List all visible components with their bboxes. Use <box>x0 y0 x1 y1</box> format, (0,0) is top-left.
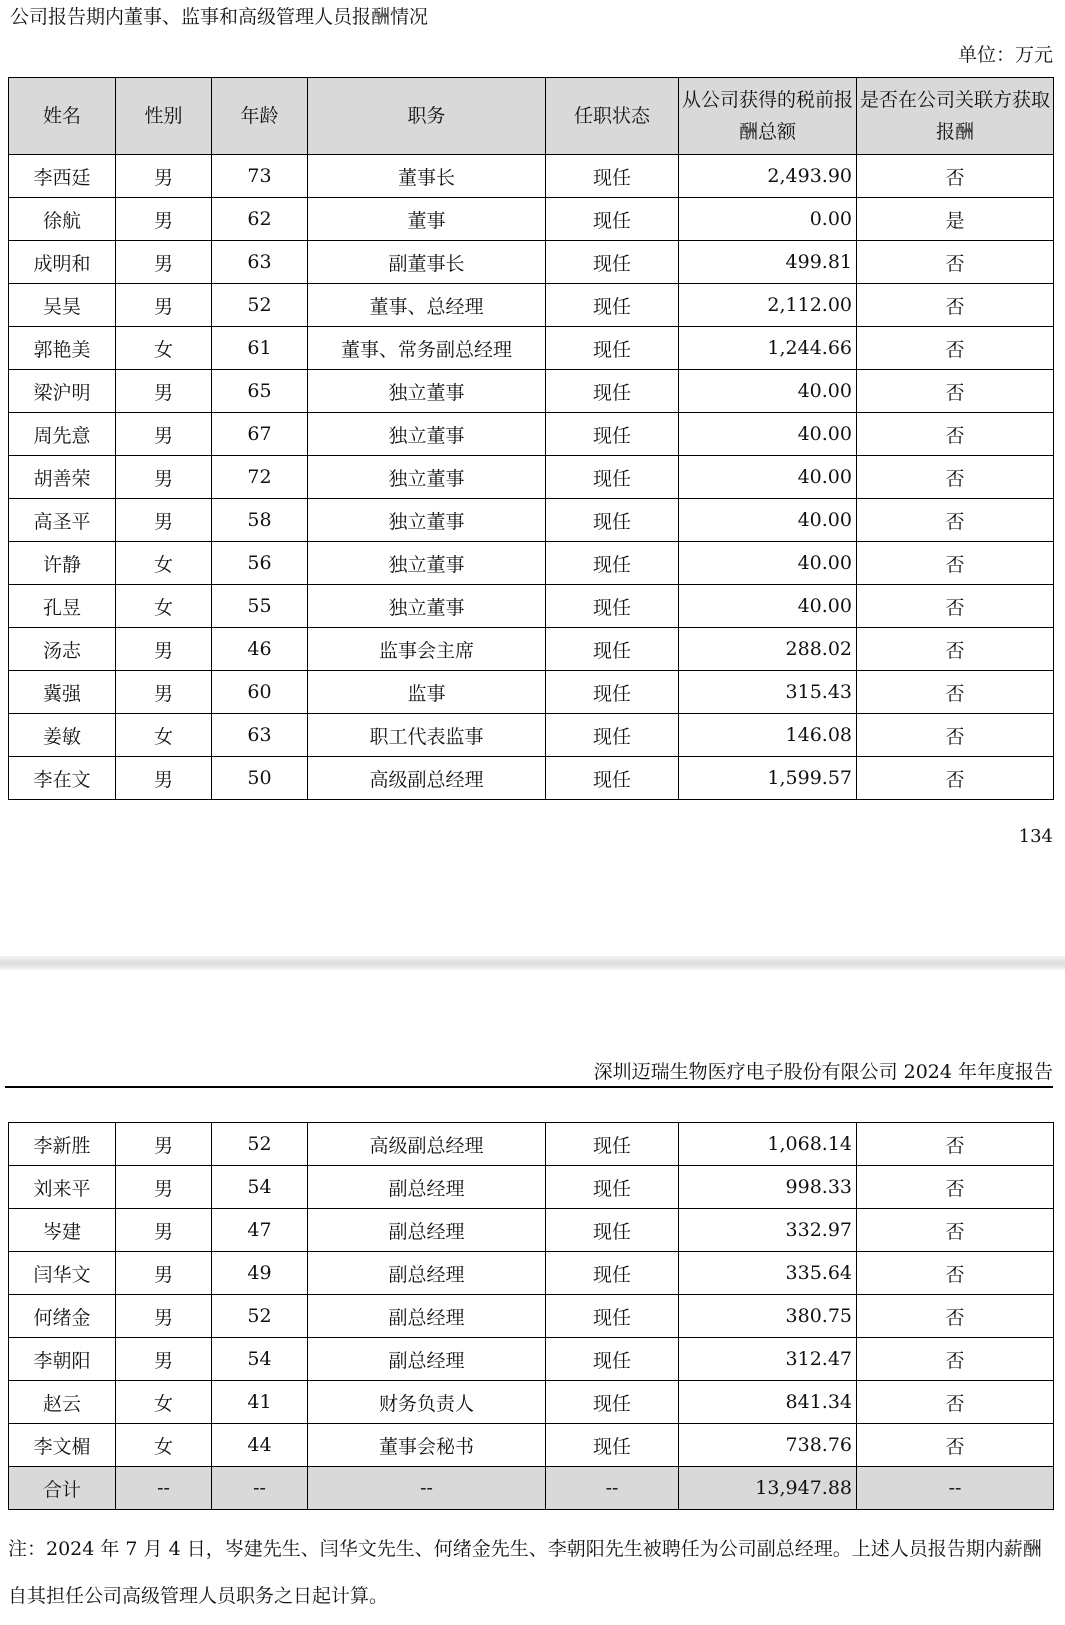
status-cell: -- <box>546 1467 679 1510</box>
header-rule <box>5 1086 1053 1088</box>
position-cell: 独立董事 <box>308 542 546 585</box>
name-cell: 岑建 <box>9 1209 116 1252</box>
gender-cell: 男 <box>116 628 212 671</box>
age-cell: 54 <box>212 1338 308 1381</box>
gender-cell: 男 <box>116 1209 212 1252</box>
gender-cell: 男 <box>116 456 212 499</box>
age-cell: 46 <box>212 628 308 671</box>
compensation-cell: 998.33 <box>679 1166 857 1209</box>
status-cell: 现任 <box>546 241 679 284</box>
status-cell: 现任 <box>546 714 679 757</box>
table-body-page2 <box>9 1123 1054 1510</box>
name-cell: 李在文 <box>9 757 116 800</box>
related-party-cell: 否 <box>857 456 1054 499</box>
gender-cell: 男 <box>116 155 212 198</box>
position-cell: 副总经理 <box>308 1252 546 1295</box>
position-cell: 独立董事 <box>308 370 546 413</box>
related-party-cell: 是 <box>857 198 1054 241</box>
compensation-cell: 335.64 <box>679 1252 857 1295</box>
gender-cell: 男 <box>116 241 212 284</box>
compensation-cell: 380.75 <box>679 1295 857 1338</box>
gender-cell: 女 <box>116 1381 212 1424</box>
header-status: 任职状态 <box>546 78 679 155</box>
status-cell: 现任 <box>546 198 679 241</box>
compensation-cell: 1,599.57 <box>679 757 857 800</box>
table-row <box>9 241 1054 284</box>
name-cell: 李西廷 <box>9 155 116 198</box>
compensation-cell: 332.97 <box>679 1209 857 1252</box>
gender-cell: 男 <box>116 1338 212 1381</box>
position-cell: 董事长 <box>308 155 546 198</box>
status-cell: 现任 <box>546 370 679 413</box>
position-cell: 董事、总经理 <box>308 284 546 327</box>
related-party-cell: 否 <box>857 1295 1054 1338</box>
table-row <box>9 1252 1054 1295</box>
age-cell: 60 <box>212 671 308 714</box>
gender-cell: 男 <box>116 1166 212 1209</box>
compensation-table-page1 <box>8 77 1054 800</box>
footnote: 注：2024 年 7 月 4 日，岑建先生、闫华文先生、何绪金先生、李朝阳先生被聘任为公司副总经理。上述人员报告期内薪酬自其担任公司高级管理人员职务之日起计算。 <box>8 1538 1042 1607</box>
gender-cell: 男 <box>116 284 212 327</box>
table-row <box>9 1424 1054 1467</box>
position-cell: 董事 <box>308 198 546 241</box>
header-name: 姓名 <box>9 78 116 155</box>
compensation-cell: 40.00 <box>679 499 857 542</box>
position-cell: 董事、常务副总经理 <box>308 327 546 370</box>
position-cell: 副总经理 <box>308 1295 546 1338</box>
status-cell: 现任 <box>546 1338 679 1381</box>
position-cell: 独立董事 <box>308 499 546 542</box>
table-row <box>9 198 1054 241</box>
gender-cell: 男 <box>116 757 212 800</box>
related-party-cell: 否 <box>857 1424 1054 1467</box>
compensation-cell: 2,112.00 <box>679 284 857 327</box>
table-row <box>9 714 1054 757</box>
age-cell: 52 <box>212 284 308 327</box>
status-cell: 现任 <box>546 1424 679 1467</box>
name-cell: 成明和 <box>9 241 116 284</box>
status-cell: 现任 <box>546 671 679 714</box>
status-cell: 现任 <box>546 1166 679 1209</box>
gender-cell: 男 <box>116 198 212 241</box>
table-row <box>9 1338 1054 1381</box>
age-cell: 50 <box>212 757 308 800</box>
table-row <box>9 456 1054 499</box>
status-cell: 现任 <box>546 327 679 370</box>
name-cell: 胡善荣 <box>9 456 116 499</box>
compensation-cell: 13,947.88 <box>679 1467 857 1510</box>
compensation-table-page2 <box>8 1122 1054 1510</box>
age-cell: 41 <box>212 1381 308 1424</box>
status-cell: 现任 <box>546 456 679 499</box>
related-party-cell: 否 <box>857 542 1054 585</box>
related-party-cell: 否 <box>857 671 1054 714</box>
name-cell: 赵云 <box>9 1381 116 1424</box>
position-cell: 监事 <box>308 671 546 714</box>
status-cell: 现任 <box>546 155 679 198</box>
table-row <box>9 1166 1054 1209</box>
unit-label: 单位：万元 <box>957 44 1053 66</box>
compensation-cell: 146.08 <box>679 714 857 757</box>
age-cell: 72 <box>212 456 308 499</box>
compensation-cell: 841.34 <box>679 1381 857 1424</box>
name-cell: 李新胜 <box>9 1123 116 1166</box>
related-party-cell: 否 <box>857 370 1054 413</box>
age-cell: 73 <box>212 155 308 198</box>
gender-cell: -- <box>116 1467 212 1510</box>
status-cell: 现任 <box>546 542 679 585</box>
age-cell: 65 <box>212 370 308 413</box>
status-cell: 现任 <box>546 1209 679 1252</box>
table-row <box>9 413 1054 456</box>
compensation-cell: 288.02 <box>679 628 857 671</box>
related-party-cell: 否 <box>857 1166 1054 1209</box>
name-cell: 汤志 <box>9 628 116 671</box>
table-body-page1 <box>9 155 1054 800</box>
gender-cell: 男 <box>116 1123 212 1166</box>
gender-cell: 女 <box>116 1424 212 1467</box>
compensation-cell: 40.00 <box>679 456 857 499</box>
report-header: 深圳迈瑞生物医疗电子股份有限公司 2024 年年度报告 <box>593 1061 1053 1083</box>
status-cell: 现任 <box>546 1295 679 1338</box>
compensation-cell: 40.00 <box>679 370 857 413</box>
status-cell: 现任 <box>546 499 679 542</box>
table-row <box>9 1381 1054 1424</box>
related-party-cell: 否 <box>857 499 1054 542</box>
gender-cell: 男 <box>116 1252 212 1295</box>
compensation-cell: 1,244.66 <box>679 327 857 370</box>
position-cell: -- <box>308 1467 546 1510</box>
table-row <box>9 585 1054 628</box>
name-cell: 吴昊 <box>9 284 116 327</box>
position-cell: 职工代表监事 <box>308 714 546 757</box>
compensation-cell: 499.81 <box>679 241 857 284</box>
gender-cell: 男 <box>116 370 212 413</box>
table-row <box>9 542 1054 585</box>
age-cell: -- <box>212 1467 308 1510</box>
related-party-cell: 否 <box>857 628 1054 671</box>
related-party-cell: -- <box>857 1467 1054 1510</box>
table-row <box>9 327 1054 370</box>
status-cell: 现任 <box>546 757 679 800</box>
age-cell: 61 <box>212 327 308 370</box>
compensation-cell: 2,493.90 <box>679 155 857 198</box>
name-cell: 合计 <box>9 1467 116 1510</box>
compensation-cell: 738.76 <box>679 1424 857 1467</box>
header-gender: 性别 <box>116 78 212 155</box>
age-cell: 55 <box>212 585 308 628</box>
compensation-cell: 315.43 <box>679 671 857 714</box>
name-cell: 闫华文 <box>9 1252 116 1295</box>
compensation-cell: 40.00 <box>679 542 857 585</box>
position-cell: 独立董事 <box>308 413 546 456</box>
compensation-cell: 40.00 <box>679 413 857 456</box>
position-cell: 独立董事 <box>308 585 546 628</box>
gender-cell: 女 <box>116 585 212 628</box>
age-cell: 52 <box>212 1123 308 1166</box>
compensation-cell: 1,068.14 <box>679 1123 857 1166</box>
status-cell: 现任 <box>546 1381 679 1424</box>
name-cell: 徐航 <box>9 198 116 241</box>
status-cell: 现任 <box>546 1123 679 1166</box>
status-cell: 现任 <box>546 585 679 628</box>
related-party-cell: 否 <box>857 1209 1054 1252</box>
status-cell: 现任 <box>546 284 679 327</box>
related-party-cell: 否 <box>857 284 1054 327</box>
position-cell: 财务负责人 <box>308 1381 546 1424</box>
related-party-cell: 否 <box>857 1381 1054 1424</box>
related-party-cell: 否 <box>857 585 1054 628</box>
related-party-cell: 否 <box>857 757 1054 800</box>
status-cell: 现任 <box>546 413 679 456</box>
name-cell: 孔昱 <box>9 585 116 628</box>
gender-cell: 男 <box>116 499 212 542</box>
related-party-cell: 否 <box>857 155 1054 198</box>
related-party-cell: 否 <box>857 1252 1054 1295</box>
gender-cell: 女 <box>116 327 212 370</box>
name-cell: 许静 <box>9 542 116 585</box>
compensation-cell: 312.47 <box>679 1338 857 1381</box>
table-row <box>9 1295 1054 1338</box>
age-cell: 63 <box>212 714 308 757</box>
table-row <box>9 370 1054 413</box>
name-cell: 梁沪明 <box>9 370 116 413</box>
header-age: 年龄 <box>212 78 308 155</box>
table-row <box>9 671 1054 714</box>
age-cell: 44 <box>212 1424 308 1467</box>
total-row <box>9 1467 1054 1510</box>
related-party-cell: 否 <box>857 1123 1054 1166</box>
header-related-party: 是否在公司关联方获取报酬 <box>857 78 1054 155</box>
related-party-cell: 否 <box>857 1338 1054 1381</box>
compensation-cell: 40.00 <box>679 585 857 628</box>
age-cell: 58 <box>212 499 308 542</box>
table-row <box>9 757 1054 800</box>
age-cell: 63 <box>212 241 308 284</box>
position-cell: 高级副总经理 <box>308 1123 546 1166</box>
position-cell: 副总经理 <box>308 1338 546 1381</box>
age-cell: 56 <box>212 542 308 585</box>
name-cell: 姜敏 <box>9 714 116 757</box>
related-party-cell: 否 <box>857 327 1054 370</box>
name-cell: 周先意 <box>9 413 116 456</box>
gender-cell: 男 <box>116 413 212 456</box>
table-row <box>9 628 1054 671</box>
position-cell: 董事会秘书 <box>308 1424 546 1467</box>
gender-cell: 男 <box>116 671 212 714</box>
related-party-cell: 否 <box>857 413 1054 456</box>
name-cell: 冀强 <box>9 671 116 714</box>
header-compensation: 从公司获得的税前报酬总额 <box>679 78 857 155</box>
name-cell: 李朝阳 <box>9 1338 116 1381</box>
table-row <box>9 1209 1054 1252</box>
table-row <box>9 155 1054 198</box>
age-cell: 62 <box>212 198 308 241</box>
gender-cell: 女 <box>116 542 212 585</box>
status-cell: 现任 <box>546 628 679 671</box>
table-row <box>9 284 1054 327</box>
name-cell: 高圣平 <box>9 499 116 542</box>
position-cell: 副总经理 <box>308 1209 546 1252</box>
age-cell: 47 <box>212 1209 308 1252</box>
age-cell: 52 <box>212 1295 308 1338</box>
position-cell: 独立董事 <box>308 456 546 499</box>
compensation-cell: 0.00 <box>679 198 857 241</box>
position-cell: 副董事长 <box>308 241 546 284</box>
position-cell: 监事会主席 <box>308 628 546 671</box>
header-position: 职务 <box>308 78 546 155</box>
status-cell: 现任 <box>546 1252 679 1295</box>
age-cell: 54 <box>212 1166 308 1209</box>
name-cell: 郭艳美 <box>9 327 116 370</box>
name-cell: 何绪金 <box>9 1295 116 1338</box>
page-separator <box>0 956 1065 970</box>
position-cell: 高级副总经理 <box>308 757 546 800</box>
name-cell: 李文楣 <box>9 1424 116 1467</box>
page-number: 134 <box>1018 826 1053 847</box>
age-cell: 67 <box>212 413 308 456</box>
name-cell: 刘来平 <box>9 1166 116 1209</box>
table-row <box>9 1123 1054 1166</box>
section-title: 公司报告期内董事、监事和高级管理人员报酬情况 <box>10 6 429 28</box>
age-cell: 49 <box>212 1252 308 1295</box>
position-cell: 副总经理 <box>308 1166 546 1209</box>
table-header-row <box>9 78 1054 155</box>
table-row <box>9 499 1054 542</box>
gender-cell: 男 <box>116 1295 212 1338</box>
gender-cell: 女 <box>116 714 212 757</box>
related-party-cell: 否 <box>857 241 1054 284</box>
related-party-cell: 否 <box>857 714 1054 757</box>
